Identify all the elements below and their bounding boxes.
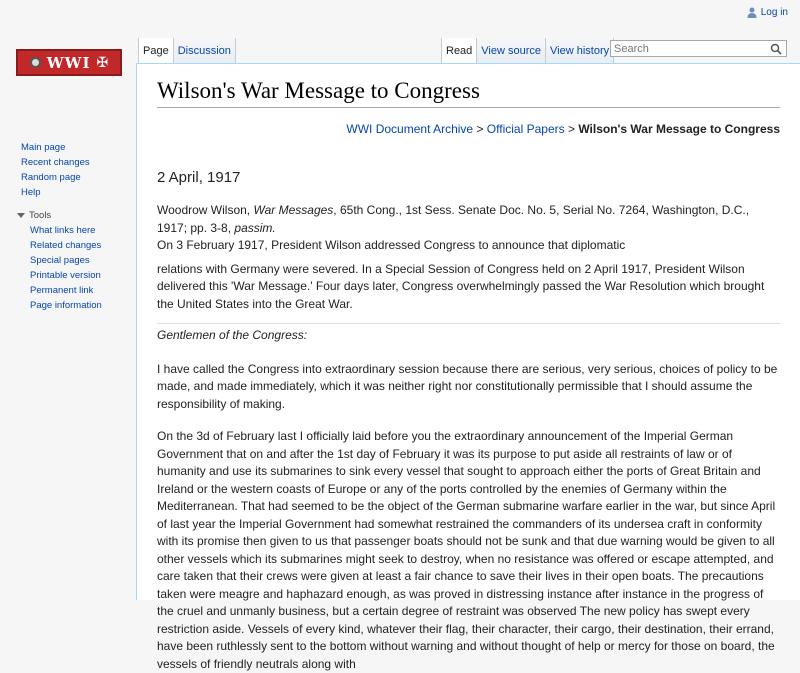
navigation-portal	[0, 140, 136, 200]
sidebar-item-random-page[interactable]: Random page	[21, 172, 81, 183]
document-date: 2 April, 1917	[157, 169, 241, 186]
citation-details: , 65th Cong., 1st Sess. Senate Doc. No. 5, Serial No. 7264, Washington, D.C., 1917; pp. 3-8,	[157, 203, 750, 235]
breadcrumb-root-link[interactable]: WWI Document Archive	[346, 122, 474, 136]
tools-portal	[0, 223, 136, 313]
iron-cross-icon: ✠	[96, 54, 109, 70]
tab-read[interactable]: Read	[441, 38, 477, 64]
tools-toggle[interactable]	[0, 208, 136, 223]
sidebar-item-related-changes[interactable]: Related changes	[30, 240, 102, 251]
search-icon[interactable]	[770, 43, 782, 55]
search-box	[610, 40, 787, 57]
view-tabs	[441, 38, 614, 64]
citation-title: War Messages	[253, 203, 334, 217]
content-area	[136, 63, 800, 671]
sidebar-item-printable-version[interactable]: Printable version	[30, 270, 101, 281]
breadcrumb-parent-link[interactable]: Official Papers	[486, 122, 565, 136]
breadcrumb-separator: >	[476, 122, 484, 136]
namespace-tabs	[138, 38, 236, 64]
tab-discussion[interactable]: Discussion	[174, 38, 236, 64]
speech-paragraph: I have called the Congress into extraordinary session because there are serious, very serious, choices of policy to be made, and made immediately, which it was neither right nor constitutionally permissible that I should assume the responsibility of making.	[157, 361, 778, 411]
intro-line: On 3 February 1917, President Wilson addressed Congress to announce that diplomatic	[157, 238, 626, 252]
tab-view-history[interactable]: View history	[546, 38, 614, 64]
login-link[interactable]: Log in	[760, 7, 788, 18]
breadcrumb-current: Wilson's War Message to Congress	[578, 122, 780, 136]
personal-tools	[747, 7, 788, 18]
sidebar-item-help[interactable]: Help	[21, 187, 41, 198]
site-logo[interactable]	[16, 49, 122, 76]
logo-emblem-icon	[30, 57, 41, 68]
sidebar-item-permanent-link[interactable]: Permanent link	[30, 285, 94, 296]
sidebar	[0, 140, 136, 313]
citation	[157, 202, 780, 237]
intro-paragraph: relations with Germany were severed. In a Special Session of Congress held on 2 April 1917, President Wilson delivered this 'War Message.' Four days later, Congress overwhelmingly passed the War Resolution which brought the United States into the Great War.	[157, 261, 765, 311]
page-title: Wilson's War Message to Congress	[157, 78, 780, 108]
speech-paragraph: On the 3d of February last I officially laid before you the extraordinary announcement of the Imperial German Government that on and after the 1st day of February it was its purpose to put aside all restraints of law or of humanity and use its submarines to sink every vessel that sought to approach either the ports of Great Britain and Ireland or the western coasts of Europe or any of the ports controlled by the enemies of Germany within the Mediterranean. That had seemed to be the object of the German submarine warfare earlier in the war, but since April of last year the Imperial Government had somewhat restrained the commanders of its undersea craft in conformity with its promise then given to us that passenger boats should not be sunk and that due warning would be given to all other vessels which its submarines might seek to destroy, when no resistance was offered or escape attempted, and care taken that their crews were given at least a fair chance to save their lives in their open boats. The precautions taken were meagre and haphazard enough, as was proved in distressing instance after instance in the progress of the cruel and unmanly business, but a certain degree of restraint was observed The new policy has swept every restriction aside. Vessels of every kind, whatever their flag, their character, their cargo, their destination, their errand, have been ruthlessly sent to the bottom without warning and without thought of help or mercy for those on board, the vessels of friendly neutrals along with	[157, 429, 776, 671]
breadcrumb	[157, 122, 780, 136]
sidebar-item-main-page[interactable]: Main page	[21, 142, 66, 153]
breadcrumb-separator: >	[567, 122, 575, 136]
search-input[interactable]	[611, 43, 766, 55]
tab-view-source[interactable]: View source	[477, 38, 546, 64]
tools-heading: Tools	[29, 210, 52, 221]
sidebar-item-recent-changes[interactable]: Recent changes	[21, 157, 90, 168]
logo-text: WWI	[46, 53, 91, 72]
speech-greeting: Gentlemen of the Congress:	[157, 323, 780, 345]
citation-author: Woodrow Wilson,	[157, 203, 254, 217]
sidebar-item-page-information[interactable]: Page information	[30, 300, 102, 311]
user-icon	[747, 7, 757, 18]
chevron-down-icon	[17, 213, 25, 218]
sidebar-item-special-pages[interactable]: Special pages	[30, 255, 90, 266]
citation-passim: passim.	[234, 220, 276, 235]
tab-page[interactable]: Page	[138, 38, 174, 64]
sidebar-item-what-links-here[interactable]: What links here	[30, 225, 96, 236]
